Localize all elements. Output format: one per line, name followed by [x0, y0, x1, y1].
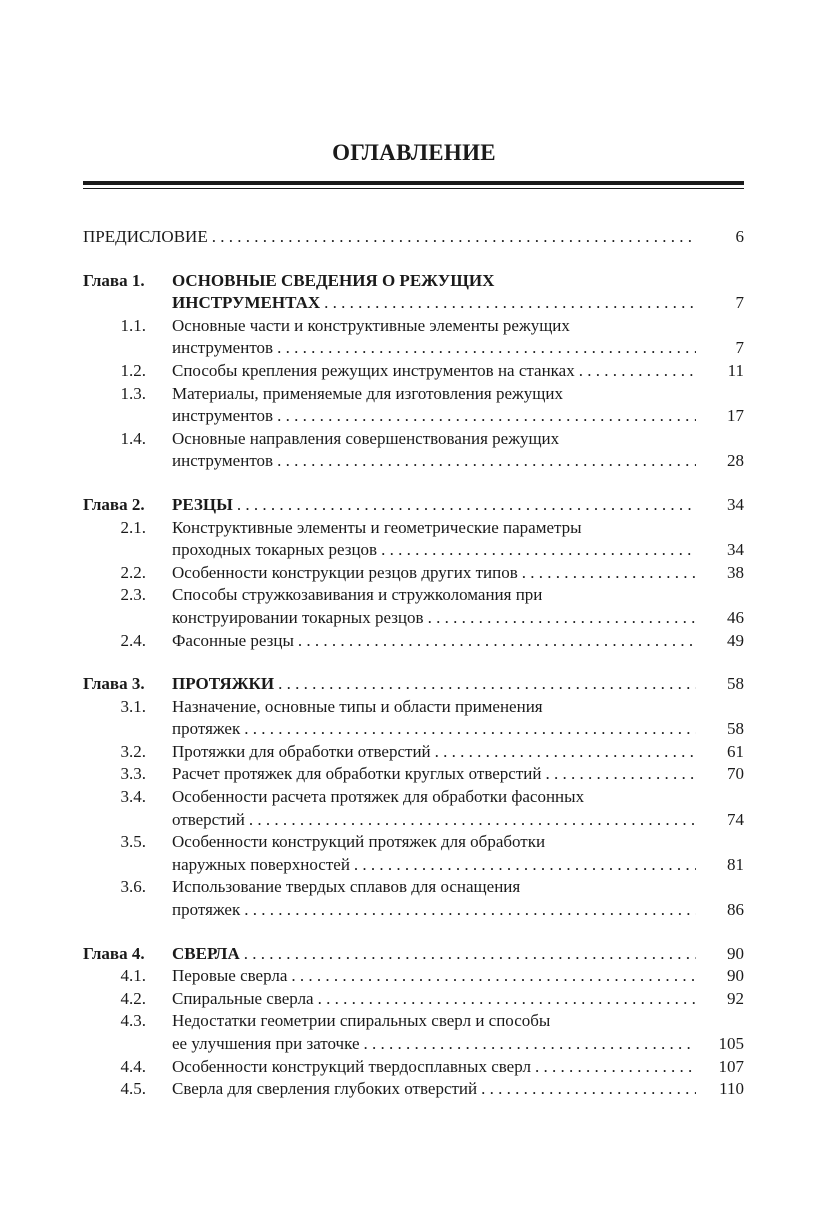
toc-section-3-4[interactable] [83, 809, 744, 832]
entry-title: Перовые сверла [172, 966, 288, 986]
page-number: 61 [727, 741, 744, 761]
entry-title: Материалы, применяемые для изготовления режущих [172, 383, 563, 403]
dot-leader [541, 763, 696, 786]
entry-title: Сверла для сверления глубоких отверстий [172, 1079, 478, 1099]
entry-number: Глава 1. [83, 270, 145, 290]
entry-title: протяжек [172, 900, 241, 920]
page-number: 46 [727, 607, 744, 627]
entry-title: Недостатки геометрии спиральных сверл и способы [172, 1011, 551, 1031]
toc-chapter-2[interactable] [83, 494, 744, 517]
dot-leader [518, 562, 696, 585]
entry-number: 3.1. [120, 696, 146, 716]
entry-number: 2.2. [120, 562, 146, 582]
dot-leader [320, 292, 696, 315]
entry-number: 3.5. [120, 832, 146, 852]
entry-title: Способы крепления режущих инструментов на станках [172, 360, 575, 380]
entry-number: 1.4. [120, 428, 146, 448]
entry-number: Глава 4. [83, 943, 145, 963]
dot-leader [208, 226, 696, 249]
entry-title: Способы стружкозавивания и стружколомания при [172, 585, 543, 605]
toc-chapter-1[interactable] [83, 270, 744, 293]
toc-section-1-4[interactable] [83, 450, 744, 473]
toc-section-2-3[interactable] [83, 584, 744, 607]
page-number: 7 [735, 338, 744, 358]
page-number: 28 [727, 451, 744, 471]
entry-title: Фасонные резцы [172, 630, 294, 650]
entry-title: Основные направления совершенствования режущих [172, 428, 560, 448]
entry-number: Глава 2. [83, 494, 145, 514]
toc-section-1-3[interactable] [83, 383, 744, 406]
title-rule-thick [83, 181, 744, 185]
toc-section-4-5[interactable] [83, 1078, 744, 1101]
entry-title: протяжек [172, 719, 241, 739]
toc-section-3-3[interactable] [83, 763, 744, 786]
page-number: 58 [727, 674, 744, 694]
entry-title: Протяжки для обработки отверстий [172, 741, 431, 761]
entry-title: ОСНОВНЫЕ СВЕДЕНИЯ О РЕЖУЩИХ [172, 270, 495, 290]
entry-title: СВЕРЛА [172, 943, 240, 963]
entry-title: ПРОТЯЖКИ [172, 674, 275, 694]
entry-number: 2.3. [120, 585, 146, 605]
entry-title: проходных токарных резцов [172, 540, 378, 560]
dot-leader [477, 1078, 696, 1101]
toc-section-1-1[interactable] [83, 315, 744, 338]
dot-leader [575, 360, 696, 383]
entry-number: 4.2. [120, 988, 146, 1008]
toc-section-4-3[interactable] [83, 1010, 744, 1033]
entry-title: Спиральные сверла [172, 988, 314, 1008]
entry-number: 4.5. [120, 1079, 146, 1099]
dot-leader [294, 630, 696, 653]
entry-title: Конструктивные элементы и геометрические параметры [172, 517, 582, 537]
entry-title: Особенности конструкций твердосплавных сверл [172, 1056, 531, 1076]
toc-section-3-1[interactable] [83, 696, 744, 719]
dot-leader [273, 450, 696, 473]
page-number: 17 [727, 406, 744, 426]
toc-section-3-5[interactable] [83, 854, 744, 877]
entry-title: ее улучшения при заточке [172, 1034, 360, 1053]
entry-title: Основные части и конструктивные элементы режущих [172, 315, 570, 335]
page-number: 6 [735, 227, 744, 246]
toc-section-3-2[interactable] [83, 741, 744, 764]
toc-section-2-1[interactable] [83, 517, 744, 540]
page-number: 49 [727, 630, 744, 650]
page-number: 86 [727, 900, 744, 920]
entry-title: отверстий [172, 809, 245, 829]
toc-section-3-4[interactable] [83, 786, 744, 809]
page-number: 74 [727, 809, 744, 829]
entry-number: 1.3. [120, 383, 146, 403]
toc-section-1-3[interactable] [83, 405, 744, 428]
preface-title: ПРЕДИСЛОВИЕ [83, 227, 208, 246]
toc-section-4-1[interactable] [83, 965, 744, 988]
dot-leader [377, 539, 696, 562]
entry-number: 4.1. [120, 966, 146, 986]
table-of-contents [83, 226, 744, 1101]
dot-leader [274, 673, 696, 696]
entry-title: РЕЗЦЫ [172, 494, 233, 514]
entry-number: 3.4. [120, 787, 146, 807]
page-number: 105 [718, 1034, 744, 1053]
entry-number: 1.1. [120, 315, 146, 335]
toc-section-4-3[interactable] [83, 1033, 744, 1056]
page-number: 34 [727, 494, 744, 514]
dot-leader [240, 718, 696, 741]
entry-title: Использование твердых сплавов для оснащения [172, 877, 521, 897]
page-number: 92 [727, 988, 744, 1008]
dot-leader [245, 809, 696, 832]
entry-number: 4.3. [120, 1011, 146, 1031]
dot-leader [350, 854, 696, 877]
dot-leader [287, 965, 696, 988]
toc-section-2-2[interactable] [83, 562, 744, 585]
toc-section-4-4[interactable] [83, 1056, 744, 1079]
dot-leader [273, 337, 696, 360]
title-rule-thin [83, 188, 744, 189]
entry-number: 3.3. [120, 764, 146, 784]
page-number: 34 [727, 540, 744, 560]
toc-section-1-4[interactable] [83, 428, 744, 451]
toc-section-2-4[interactable] [83, 630, 744, 653]
toc-chapter-3[interactable] [83, 673, 744, 696]
entry-title: инструментов [172, 451, 274, 471]
page-number: 110 [719, 1079, 744, 1099]
page-title: ОГЛАВЛЕНИЕ [332, 140, 496, 165]
entry-title: инструментов [172, 406, 274, 426]
page-number: 90 [727, 966, 744, 986]
page-number: 90 [727, 943, 744, 963]
entry-title: Особенности конструкций протяжек для обработки [172, 832, 546, 852]
entry-title: Назначение, основные типы и области применения [172, 696, 543, 716]
entry-title: Расчет протяжек для обработки круглых отверстий [172, 764, 542, 784]
dot-leader [240, 899, 696, 922]
toc-section-2-3[interactable] [83, 607, 744, 630]
page-number: 107 [718, 1056, 744, 1076]
page-number: 70 [727, 764, 744, 784]
toc-chapter-4[interactable] [83, 943, 744, 966]
toc-entry-preface[interactable] [83, 226, 744, 249]
page-number: 58 [727, 719, 744, 739]
entry-title: Особенности расчета протяжек для обработки фасонных [172, 787, 585, 807]
toc-section-3-6[interactable] [83, 876, 744, 899]
dot-leader [314, 988, 696, 1011]
entry-number: 1.2. [120, 360, 146, 380]
page-number: 81 [727, 854, 744, 874]
entry-number: Глава 3. [83, 674, 145, 694]
dot-leader [273, 405, 696, 428]
toc-section-3-5[interactable] [83, 831, 744, 854]
entry-title: конструировании токарных резцов [172, 607, 424, 627]
dot-leader [424, 607, 696, 630]
toc-section-1-2[interactable] [83, 360, 744, 383]
entry-number: 4.4. [120, 1056, 146, 1076]
entry-number: 2.1. [120, 517, 146, 537]
toc-section-3-1[interactable] [83, 718, 744, 741]
dot-leader [431, 741, 696, 764]
entry-number: 2.4. [120, 630, 146, 650]
toc-section-4-2[interactable] [83, 988, 744, 1011]
page-number: 7 [735, 293, 744, 313]
dot-leader [360, 1033, 697, 1056]
page-number: 38 [727, 562, 744, 582]
entry-title: Особенности конструкции резцов других типов [172, 562, 518, 582]
dot-leader [531, 1056, 696, 1079]
toc-section-1-1[interactable] [83, 337, 744, 360]
entry-title: наружных поверхностей [172, 854, 350, 874]
dot-leader [233, 494, 696, 517]
toc-section-2-1[interactable] [83, 539, 744, 562]
toc-section-3-6[interactable] [83, 899, 744, 922]
page-number: 11 [727, 360, 744, 380]
entry-title: инструментов [172, 338, 274, 358]
dot-leader [240, 943, 696, 966]
entry-number: 3.6. [120, 877, 146, 897]
entry-number: 3.2. [120, 741, 146, 761]
toc-chapter-1[interactable] [83, 292, 744, 315]
entry-title: ИНСТРУМЕНТАХ [172, 293, 321, 313]
